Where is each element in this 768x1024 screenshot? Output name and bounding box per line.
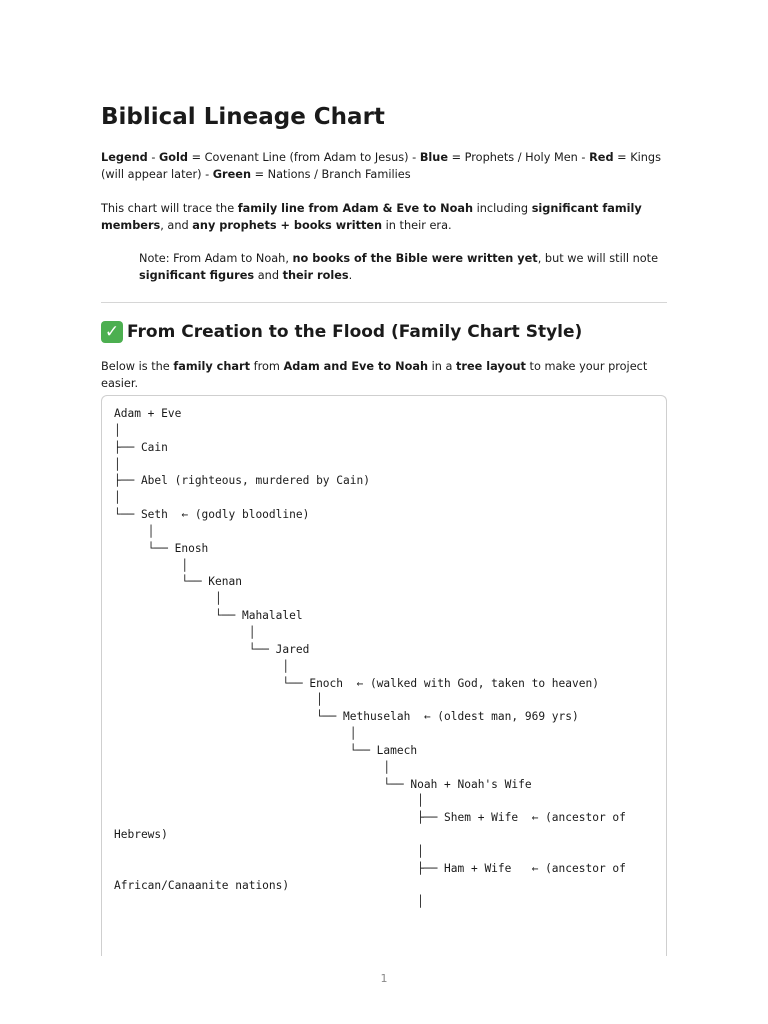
section-heading-text: From Creation to the Flood (Family Chart Style) (127, 322, 583, 342)
legend-green: Green (212, 167, 251, 181)
family-tree-code-block (101, 395, 667, 956)
intro-text-2: including (473, 202, 532, 215)
family-tree-text: Adam + Eve │ ├── Cain │ ├── Abel (righteous, murdered by Cain) │ └── Seth ← (godly bloodline) │ └── Enosh │ └── Kenan │ └── Mahalalel │ └── Jared │ └── Enoch ← (walked with God, taken to heaven) │ └── Methuselah ← (oldest man, 969 yrs) │ └── Lamech │ └── Noah + Noah's Wife │ ├── Shem + Wife ← (ancestor of Hebrews) │ ├── Ham + Wife ← (ancestor of African/Canaanite nations) │ (114, 407, 626, 909)
intro-text-3: , and (160, 218, 193, 232)
note-bold-2: significant figures (139, 268, 255, 282)
below-bold-1: family chart (173, 360, 251, 373)
intro-bold-3: any prophets + books written (192, 218, 383, 232)
legend-red: Red (589, 151, 614, 164)
note-text-4: . (348, 268, 353, 282)
legend-gold-desc: = Covenant Line (from Adam to Jesus) - (188, 151, 420, 164)
legend-label: Legend (101, 151, 148, 164)
note-text-1: Note: From Adam to Noah, (139, 252, 293, 265)
intro-text-4: in their era. (382, 218, 452, 232)
legend-red-desc: = Kings (will appear later) - (101, 151, 661, 181)
note-text-3: and (254, 268, 283, 282)
below-bold-3: tree layout (456, 360, 526, 373)
below-text-4: to make your project easier. (101, 360, 648, 390)
note-blockquote (139, 251, 667, 284)
below-bold-2: Adam and Eve to Noah (283, 360, 428, 373)
intro-paragraph (101, 201, 667, 234)
page-number: 1 (380, 972, 388, 985)
check-mark-icon: ✓ (101, 321, 123, 343)
note-text-2: , but we will still note (537, 252, 659, 265)
legend-blue: Blue (419, 151, 448, 164)
below-text-1: Below is the (101, 360, 174, 373)
note-bold-3: their roles (282, 268, 349, 282)
intro-text-1: This chart will trace the (101, 202, 238, 215)
page-title: Biblical Lineage Chart (101, 104, 385, 130)
intro-bold-1: family line from Adam & Eve to Noah (237, 202, 474, 215)
legend-paragraph (101, 150, 667, 183)
legend-separator: - (147, 151, 160, 164)
intro-bold-2: significant family members (101, 202, 642, 232)
chart-intro-paragraph (101, 359, 667, 392)
legend-gold: Gold (159, 151, 189, 164)
section-heading (101, 321, 582, 343)
below-text-3: in a (428, 360, 456, 373)
note-bold-1: no books of the Bible were written yet (292, 252, 538, 265)
below-text-2: from (250, 360, 284, 373)
horizontal-rule (101, 302, 667, 303)
legend-blue-desc: = Prophets / Holy Men - (448, 151, 590, 164)
legend-green-desc: = Nations / Branch Families (251, 167, 411, 181)
